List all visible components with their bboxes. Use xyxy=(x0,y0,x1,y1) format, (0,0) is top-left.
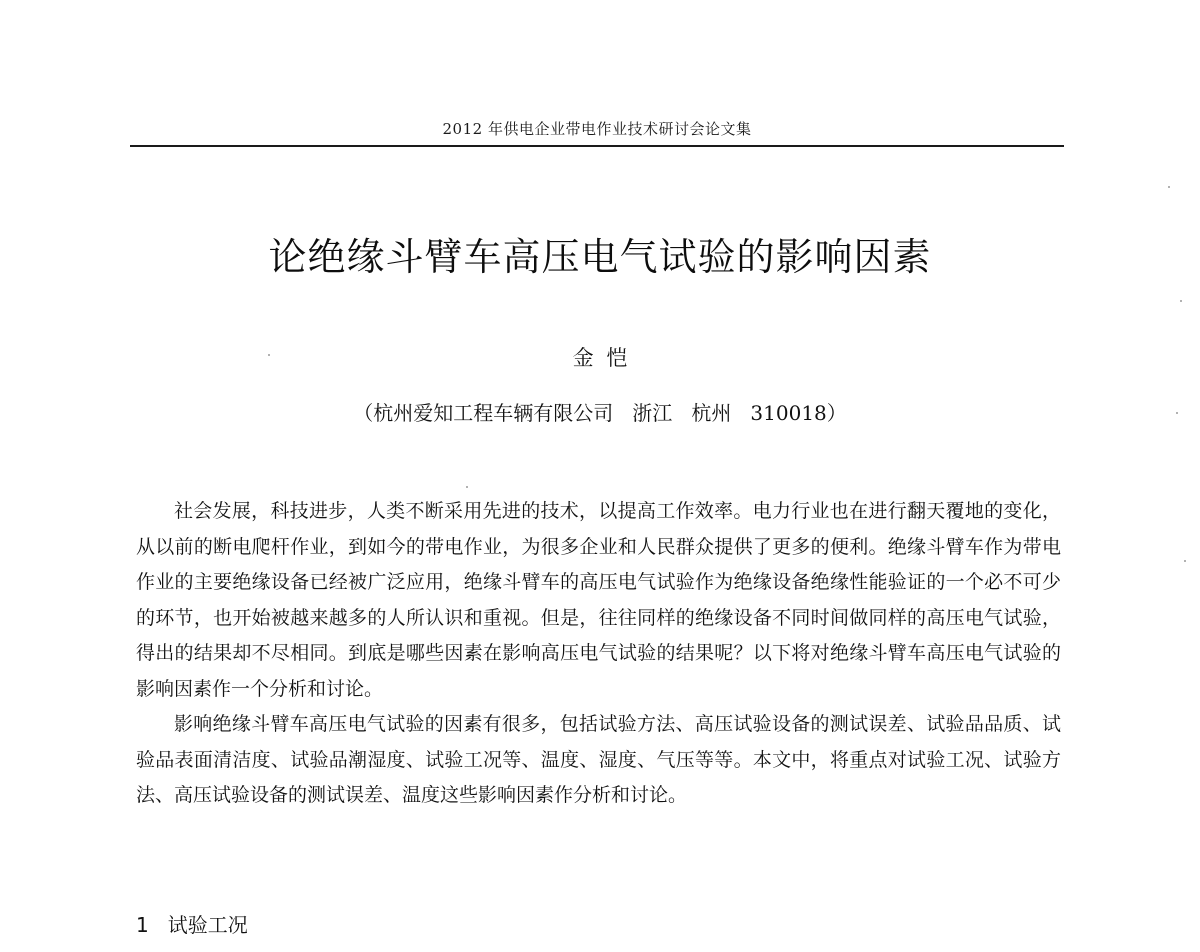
paragraph-introduction: 社会发展，科技进步，人类不断采用先进的技术，以提高工作效率。电力行业也在进行翻天覆地的变化，从以前的断电爬杆作业，到如今的带电作业，为很多企业和人民群众提供了更多的便利。绝缘斗臂车作为带电作业的主要绝缘设备已经被广泛应用，绝缘斗臂车的高压电气试验作为绝缘设备绝缘性能验证的一个必不可少的环节，也开始被越来越多的人所认识和重视。但是，往往同样的绝缘设备不同时间做同样的高压电气试验，得出的结果却不尽相同。到底是哪些因素在影响高压电气试验的结果呢？以下将对绝缘斗臂车高压电气试验的影响因素作一个分析和讨论。 xyxy=(136,500,1061,700)
section-heading-1: 1 试验工况 xyxy=(136,913,248,937)
running-header: 2012 年供电企业带电作业技术研讨会论文集 xyxy=(442,120,752,138)
author-name: 金 恺 xyxy=(572,346,628,370)
author-affiliation: （杭州爱知工程车辆有限公司 浙江 杭州 310018） xyxy=(353,401,847,425)
paragraph-factors: 影响绝缘斗臂车高压电气试验的因素有很多，包括试验方法、高压试验设备的测试误差、试验品品质、试验品表面清洁度、试验品潮湿度、试验工况等、温度、湿度、气压等等。本文中，将重点对试验工况、试验方法、高压试验设备的测试误差、温度这些影响因素作分析和讨论。 xyxy=(136,713,1061,806)
scan-speck xyxy=(268,354,270,356)
scan-speck xyxy=(1168,186,1170,188)
body-text xyxy=(136,494,1061,814)
scan-speck xyxy=(1176,412,1178,414)
header-rule xyxy=(130,145,1064,147)
paper-title: 论绝缘斗臂车高压电气试验的影响因素 xyxy=(268,235,932,279)
scan-speck xyxy=(1180,300,1182,302)
scan-speck xyxy=(1184,560,1186,562)
scan-speck xyxy=(466,486,468,488)
